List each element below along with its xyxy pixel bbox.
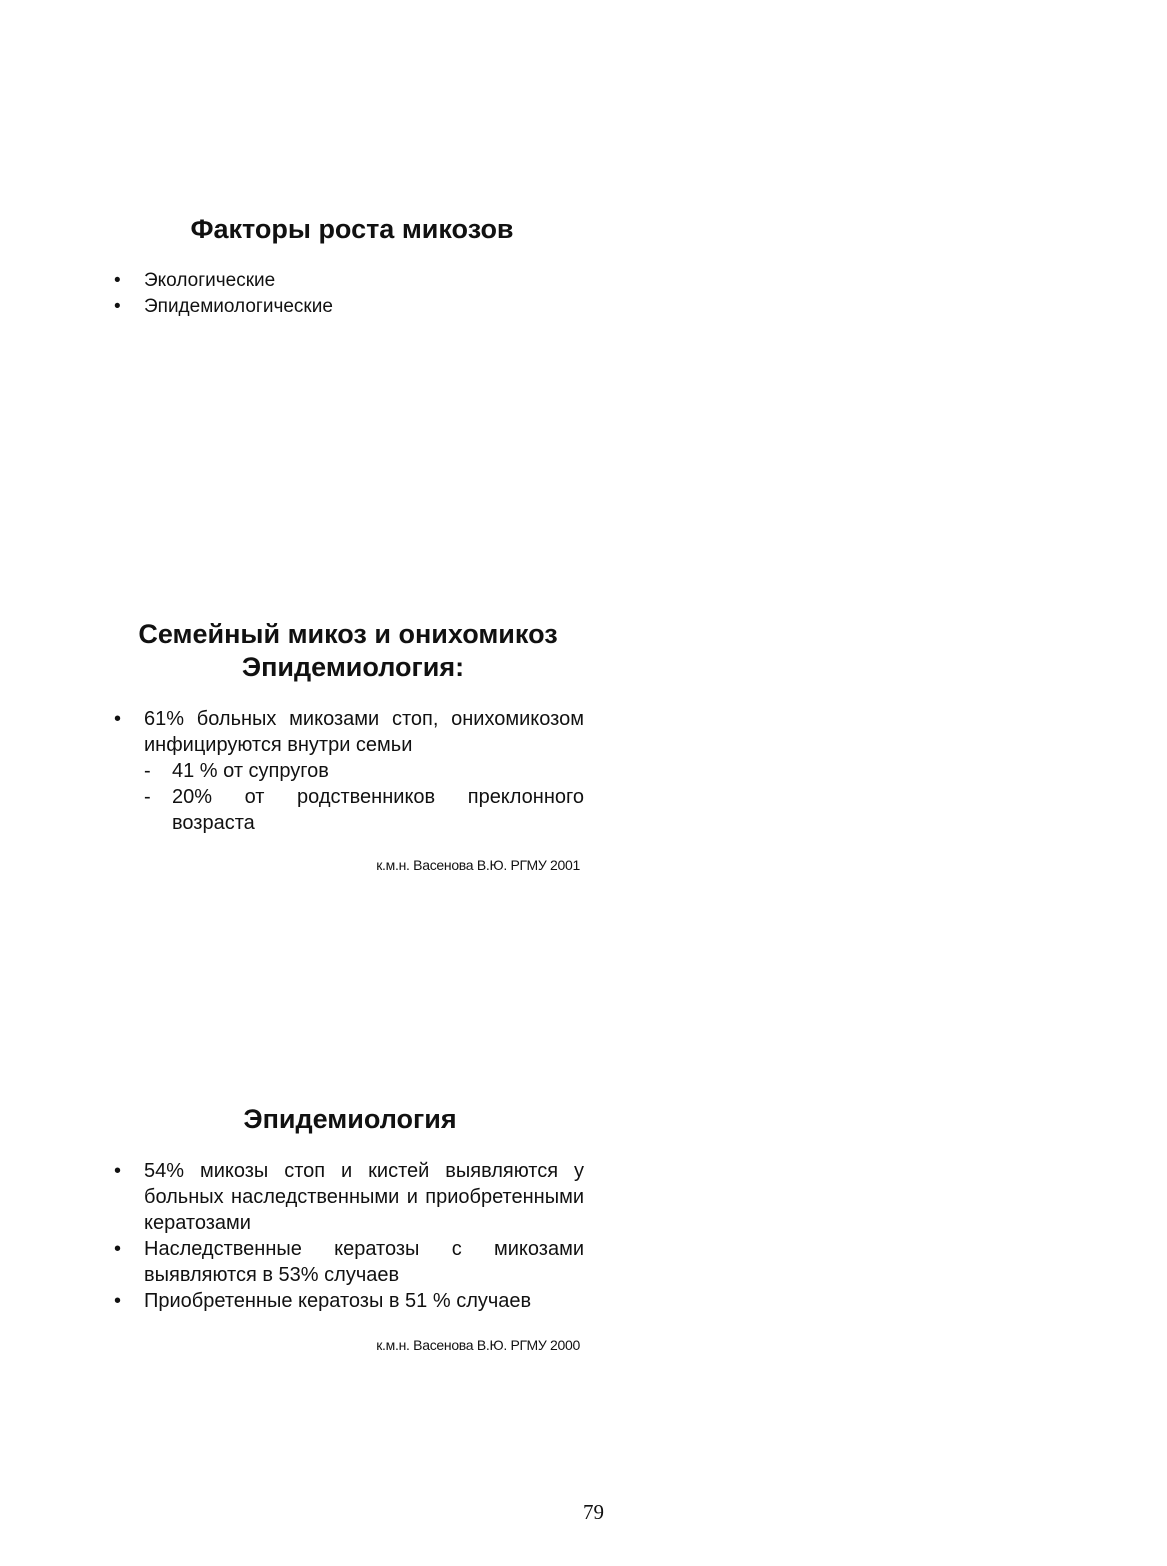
source-citation: к.м.н. Васенова В.Ю. РГМУ 2000 (376, 1337, 580, 1353)
slide-title (112, 618, 584, 684)
sub-list-item: - 41 % от супругов (144, 760, 329, 782)
page-number: 79 (583, 1500, 604, 1524)
slide-title: Эпидемиология (243, 1104, 457, 1134)
bullet-marker: • (114, 708, 122, 730)
source-citation: к.м.н. Васенова В.Ю. РГМУ 2001 (376, 857, 580, 873)
bullet-list (112, 706, 584, 836)
list-item: • Приобретенные кератозы в 51 % случаев (114, 1290, 532, 1312)
slide-subtitle-line: Эпидемиология: (241, 652, 465, 682)
bullet-marker: • (114, 1160, 122, 1182)
list-item: • 54% микозы стоп и кистей выявляются у больных наследственными и приобретенными кератозами (114, 1160, 584, 1234)
list-item: • 61% больных микозами стоп, онихомикозом инфицируются внутри семьи - 41 % от супругов - 20% от родственников преклонного возраста (114, 708, 584, 834)
slide-family-mycosis (112, 618, 584, 874)
bullet-marker: • (114, 1290, 122, 1312)
bullet-marker: • (114, 270, 121, 291)
sub-list-item: - 20% от родственников преклонного возраста (144, 786, 584, 834)
slide-title: Факторы роста микозов (190, 214, 514, 244)
slide-epidemiology (112, 1103, 584, 1354)
bullet-list (112, 1158, 584, 1314)
list-item: • Наследственные кератозы с микозами выявляются в 53% случаев (114, 1238, 584, 1286)
slide-title-line: Семейный микоз и онихомикоз (138, 619, 558, 649)
list-item: • Эпидемиологические (112, 294, 584, 320)
bullet-marker: • (114, 296, 121, 317)
sub-list (144, 758, 584, 836)
list-item: • Экологические (112, 268, 584, 294)
dash-marker: - (144, 760, 151, 782)
bullet-marker: • (114, 1238, 122, 1260)
bullet-list (112, 268, 584, 320)
slide-growth-factors (112, 213, 584, 320)
dash-marker: - (144, 786, 151, 808)
